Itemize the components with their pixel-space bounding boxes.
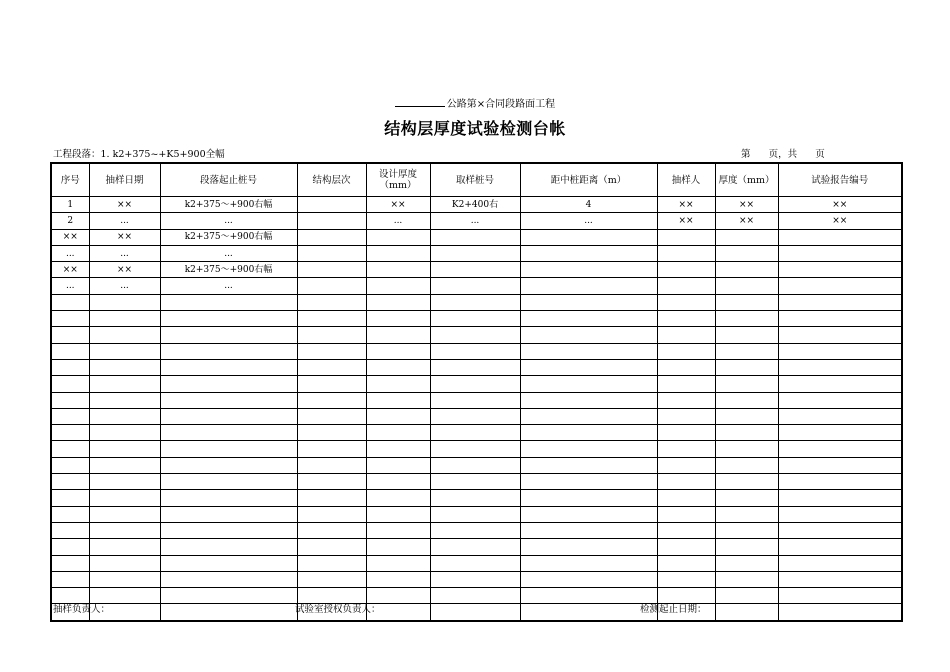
table-cell <box>51 327 89 343</box>
table-cell <box>51 490 89 506</box>
table-cell <box>657 425 715 441</box>
table-cell <box>520 425 657 441</box>
table-cell <box>778 506 902 522</box>
table-cell <box>297 506 366 522</box>
table-cell <box>89 408 160 424</box>
table-cell <box>657 408 715 424</box>
table-row <box>51 278 902 294</box>
table-cell <box>366 425 430 441</box>
table-row <box>51 229 902 245</box>
table-cell <box>657 311 715 327</box>
table-cell <box>715 359 778 375</box>
table-cell <box>297 474 366 490</box>
table-cell: ×× <box>657 197 715 213</box>
page-info: 第 页，共 页 <box>741 149 825 160</box>
table-cell <box>778 555 902 571</box>
table-row <box>51 555 902 571</box>
table-cell <box>430 490 520 506</box>
table-cell <box>715 457 778 473</box>
table-cell <box>520 506 657 522</box>
table-cell <box>51 441 89 457</box>
table-cell <box>657 376 715 392</box>
table-row <box>51 327 902 343</box>
table-cell: ×× <box>89 229 160 245</box>
table-cell: 4 <box>520 197 657 213</box>
table-row <box>51 197 902 213</box>
sampler-signature: 抽样负责人： <box>53 604 111 615</box>
table-cell <box>366 229 430 245</box>
table-cell <box>778 457 902 473</box>
table-cell <box>520 392 657 408</box>
table-cell <box>430 588 520 604</box>
table-cell <box>778 278 902 294</box>
table-cell <box>715 474 778 490</box>
table-row <box>51 539 902 555</box>
table-cell <box>430 474 520 490</box>
table-cell <box>89 506 160 522</box>
table-cell <box>51 474 89 490</box>
table-cell <box>430 294 520 310</box>
table-cell: 2 <box>51 213 89 229</box>
table-cell <box>160 392 297 408</box>
table-row <box>51 408 902 424</box>
table-cell <box>778 441 902 457</box>
table-cell <box>160 311 297 327</box>
table-cell <box>657 441 715 457</box>
table-cell <box>520 555 657 571</box>
table-row <box>51 213 902 229</box>
table-cell <box>366 327 430 343</box>
table-row <box>51 588 902 604</box>
table-cell <box>715 278 778 294</box>
table-cell <box>778 490 902 506</box>
table-cell <box>715 539 778 555</box>
table-cell <box>297 343 366 359</box>
table-cell <box>51 343 89 359</box>
table-cell <box>430 311 520 327</box>
table-cell <box>366 522 430 538</box>
table-cell: ... <box>520 213 657 229</box>
table-cell <box>160 425 297 441</box>
table-cell <box>89 327 160 343</box>
table-cell <box>160 408 297 424</box>
table-cell <box>715 555 778 571</box>
table-cell <box>430 539 520 555</box>
table-cell <box>430 376 520 392</box>
table-cell <box>778 343 902 359</box>
table-cell <box>160 506 297 522</box>
table-cell <box>297 229 366 245</box>
table-cell: ... <box>51 245 89 261</box>
table-cell <box>89 343 160 359</box>
table-cell <box>778 359 902 375</box>
table-cell <box>657 522 715 538</box>
table-cell <box>715 245 778 261</box>
table-cell: ... <box>430 213 520 229</box>
table-cell <box>715 506 778 522</box>
table-cell <box>778 376 902 392</box>
table-cell <box>297 555 366 571</box>
document-subtitle <box>0 95 950 110</box>
table-cell <box>520 539 657 555</box>
table-cell: ×× <box>366 197 430 213</box>
table-cell <box>430 245 520 261</box>
table-cell <box>430 457 520 473</box>
table-cell <box>520 408 657 424</box>
table-cell <box>657 555 715 571</box>
table-cell <box>160 588 297 604</box>
table-cell <box>520 294 657 310</box>
table-cell <box>297 441 366 457</box>
table-cell <box>366 294 430 310</box>
table-cell <box>715 311 778 327</box>
table-cell: ×× <box>657 213 715 229</box>
table-row <box>51 604 902 621</box>
table-cell <box>366 555 430 571</box>
column-header: 结构层次 <box>297 163 366 197</box>
table-cell <box>778 539 902 555</box>
table-cell <box>715 294 778 310</box>
table-cell <box>89 294 160 310</box>
table-row <box>51 294 902 310</box>
table-cell <box>778 425 902 441</box>
table-cell <box>51 392 89 408</box>
table-cell <box>51 522 89 538</box>
table-cell <box>160 359 297 375</box>
table-cell <box>430 392 520 408</box>
table-cell <box>297 457 366 473</box>
table-row <box>51 571 902 587</box>
table-cell <box>657 294 715 310</box>
column-header: 段落起止桩号 <box>160 163 297 197</box>
table-cell: ... <box>366 213 430 229</box>
table-cell <box>520 278 657 294</box>
table-cell <box>778 327 902 343</box>
subtitle-text: 公路第×合同段路面工程 <box>446 99 556 110</box>
table-cell <box>366 490 430 506</box>
table-cell <box>430 229 520 245</box>
table-row <box>51 522 902 538</box>
table-cell <box>715 604 778 621</box>
column-header: 抽样日期 <box>89 163 160 197</box>
table-cell <box>89 555 160 571</box>
table-cell <box>51 555 89 571</box>
table-cell: ... <box>51 278 89 294</box>
table-cell <box>89 457 160 473</box>
column-header: 取样桩号 <box>430 163 520 197</box>
table-cell <box>715 392 778 408</box>
table-cell <box>366 343 430 359</box>
table-cell <box>160 522 297 538</box>
table-cell <box>778 294 902 310</box>
table-cell: ... <box>89 245 160 261</box>
table-cell: ... <box>89 278 160 294</box>
table-cell <box>778 588 902 604</box>
table-cell <box>520 490 657 506</box>
table-cell <box>778 392 902 408</box>
table-cell <box>715 343 778 359</box>
table-cell <box>366 245 430 261</box>
table-cell <box>657 229 715 245</box>
table-cell <box>366 392 430 408</box>
table-cell <box>160 539 297 555</box>
column-header: 试验报告编号 <box>778 163 902 197</box>
table-row <box>51 474 902 490</box>
table-cell <box>160 474 297 490</box>
table-cell <box>520 571 657 587</box>
table-row <box>51 311 902 327</box>
column-header: 厚度（mm） <box>715 163 778 197</box>
table-cell: ... <box>160 213 297 229</box>
table-cell <box>366 278 430 294</box>
table-cell <box>657 457 715 473</box>
table-cell: ×× <box>89 197 160 213</box>
table-cell <box>89 490 160 506</box>
column-header: 设计厚度（mm） <box>366 163 430 197</box>
table-cell <box>51 539 89 555</box>
table-cell <box>366 311 430 327</box>
table-cell <box>657 359 715 375</box>
table-cell <box>366 441 430 457</box>
table-cell: ×× <box>715 197 778 213</box>
table-row <box>51 441 902 457</box>
table-cell <box>520 229 657 245</box>
table-cell <box>51 506 89 522</box>
table-cell <box>366 571 430 587</box>
table-cell <box>160 294 297 310</box>
table-cell <box>778 408 902 424</box>
table-cell <box>51 294 89 310</box>
table-cell <box>715 262 778 278</box>
table-cell <box>297 522 366 538</box>
table-row <box>51 343 902 359</box>
table-cell <box>160 327 297 343</box>
table-cell <box>89 425 160 441</box>
table-cell <box>430 278 520 294</box>
document-title: 结构层厚度试验检测台帐 <box>384 119 566 138</box>
table-cell: k2+375～+900右幅 <box>160 229 297 245</box>
table-cell <box>657 392 715 408</box>
table-cell <box>520 604 657 621</box>
table-cell <box>778 522 902 538</box>
table-cell <box>657 474 715 490</box>
table-cell <box>430 359 520 375</box>
test-date-range: 检测起止日期： <box>640 604 707 615</box>
table-cell <box>520 359 657 375</box>
table-cell <box>366 376 430 392</box>
table-cell <box>520 376 657 392</box>
table-row <box>51 490 902 506</box>
table-cell <box>778 474 902 490</box>
table-cell <box>366 474 430 490</box>
table-cell <box>778 229 902 245</box>
table-cell <box>89 311 160 327</box>
table-cell <box>715 571 778 587</box>
table-row <box>51 359 902 375</box>
column-header: 抽样人 <box>657 163 715 197</box>
column-header: 序号 <box>51 163 89 197</box>
table-cell <box>297 245 366 261</box>
table-cell <box>160 457 297 473</box>
table-cell <box>160 490 297 506</box>
table-cell <box>520 474 657 490</box>
table-row <box>51 392 902 408</box>
table-cell <box>51 571 89 587</box>
table-cell <box>430 571 520 587</box>
table-row <box>51 457 902 473</box>
table-cell <box>89 539 160 555</box>
table-cell <box>430 506 520 522</box>
table-cell <box>778 604 902 621</box>
table-cell <box>297 294 366 310</box>
table-cell <box>715 229 778 245</box>
table-cell: ... <box>160 278 297 294</box>
table-cell <box>51 376 89 392</box>
table-cell <box>520 262 657 278</box>
table-cell <box>51 457 89 473</box>
table-cell <box>297 327 366 343</box>
table-cell <box>51 359 89 375</box>
table-cell <box>657 490 715 506</box>
table-cell <box>297 311 366 327</box>
table-cell: ... <box>160 245 297 261</box>
table-cell <box>89 392 160 408</box>
table-cell <box>430 522 520 538</box>
table-cell <box>715 327 778 343</box>
table-cell: 1 <box>51 197 89 213</box>
column-header: 距中桩距离（m） <box>520 163 657 197</box>
table-header-row <box>51 163 902 197</box>
table-cell <box>657 506 715 522</box>
table-cell <box>430 604 520 621</box>
table-cell <box>297 571 366 587</box>
table-cell <box>430 343 520 359</box>
table-cell <box>520 311 657 327</box>
table-cell <box>520 457 657 473</box>
table-cell <box>520 327 657 343</box>
table-cell <box>160 376 297 392</box>
table-cell <box>715 408 778 424</box>
table-cell <box>366 359 430 375</box>
table-cell <box>366 408 430 424</box>
table-cell <box>657 278 715 294</box>
table-cell <box>430 555 520 571</box>
table-cell <box>430 441 520 457</box>
project-segment: 工程段落：1. k2+375~+K5+900全幅 <box>53 149 225 160</box>
table-cell: ×× <box>778 197 902 213</box>
table-cell <box>89 376 160 392</box>
table-cell <box>778 311 902 327</box>
table-cell: ×× <box>778 213 902 229</box>
table-cell <box>657 262 715 278</box>
table-cell <box>297 425 366 441</box>
table-cell <box>430 327 520 343</box>
table-row <box>51 506 902 522</box>
table-row <box>51 245 902 261</box>
fill-in-blank <box>395 97 445 107</box>
table-cell <box>520 588 657 604</box>
table-cell <box>657 327 715 343</box>
table-cell <box>297 262 366 278</box>
table-cell <box>778 571 902 587</box>
table-cell <box>297 213 366 229</box>
table-cell: k2+375～+900右幅 <box>160 197 297 213</box>
table-cell: ×× <box>51 229 89 245</box>
table-cell <box>715 425 778 441</box>
table-row <box>51 262 902 278</box>
lab-authorized-signature: 试验室授权负责人： <box>295 604 381 615</box>
table-cell <box>89 571 160 587</box>
table-cell <box>160 555 297 571</box>
table-cell <box>366 457 430 473</box>
table-cell <box>657 539 715 555</box>
table-cell <box>297 278 366 294</box>
table-cell <box>430 408 520 424</box>
table-cell: k2+375～+900右幅 <box>160 262 297 278</box>
table-cell <box>89 441 160 457</box>
table-cell <box>715 522 778 538</box>
table-cell: ×× <box>51 262 89 278</box>
table-cell <box>160 343 297 359</box>
table-cell <box>657 571 715 587</box>
table-cell <box>520 522 657 538</box>
table-cell <box>51 311 89 327</box>
table-cell <box>89 522 160 538</box>
table-cell <box>89 359 160 375</box>
table-cell <box>715 441 778 457</box>
table-cell: K2+400右 <box>430 197 520 213</box>
table-cell <box>520 245 657 261</box>
table-cell: ×× <box>89 262 160 278</box>
table-cell <box>520 343 657 359</box>
table-cell <box>297 197 366 213</box>
table-cell <box>715 588 778 604</box>
table-cell: ... <box>89 213 160 229</box>
table-cell <box>430 425 520 441</box>
table-cell: ×× <box>715 213 778 229</box>
table-cell <box>366 539 430 555</box>
table-cell <box>297 376 366 392</box>
table-cell <box>160 441 297 457</box>
table-cell <box>160 571 297 587</box>
table-cell <box>51 425 89 441</box>
table-cell <box>520 441 657 457</box>
table-cell <box>297 392 366 408</box>
table-row <box>51 376 902 392</box>
table-cell <box>657 343 715 359</box>
table-cell <box>715 376 778 392</box>
table-cell <box>778 245 902 261</box>
table-cell <box>366 506 430 522</box>
table-cell <box>778 262 902 278</box>
table-cell <box>297 539 366 555</box>
table-cell <box>51 408 89 424</box>
table-cell <box>297 359 366 375</box>
table-cell <box>366 262 430 278</box>
table-cell <box>657 245 715 261</box>
table-cell <box>297 490 366 506</box>
table-cell <box>430 262 520 278</box>
table-cell <box>89 474 160 490</box>
table-cell <box>715 490 778 506</box>
table-cell <box>160 604 297 621</box>
thickness-ledger-table <box>50 162 903 622</box>
table-cell <box>297 408 366 424</box>
table-row <box>51 425 902 441</box>
